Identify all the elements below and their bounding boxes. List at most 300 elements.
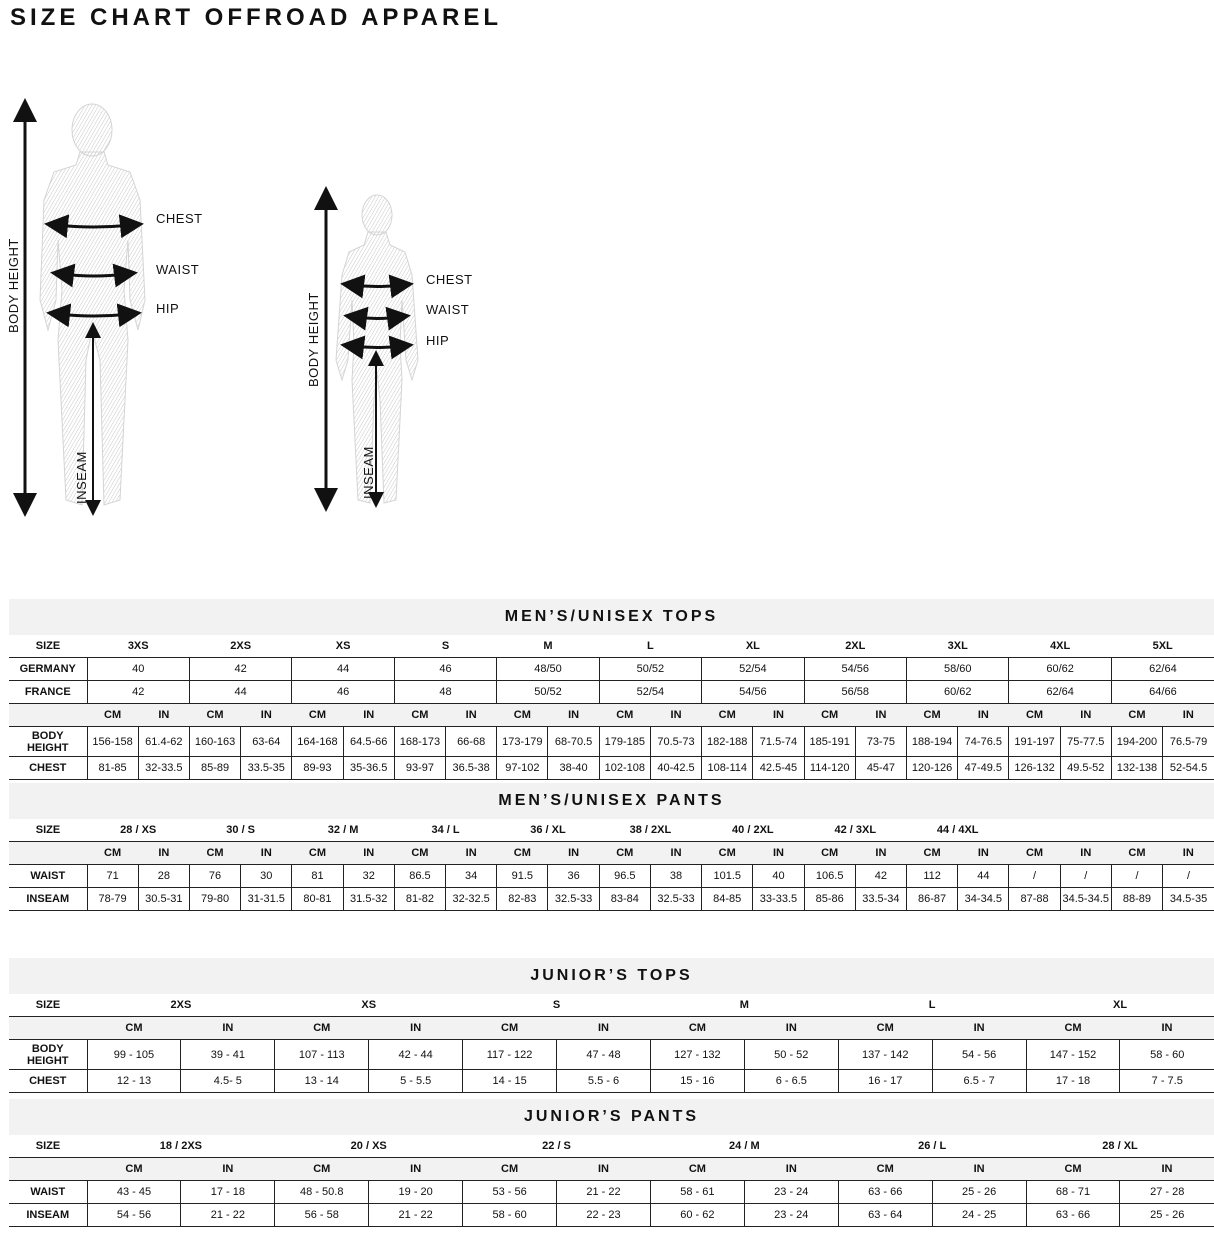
table-cell: 85-89 — [189, 757, 240, 780]
unit-cm: CM — [463, 1158, 557, 1181]
size-header: 26 / L — [838, 1135, 1026, 1158]
table-cell: 120-126 — [907, 757, 958, 780]
size-header: 28 / XS — [87, 819, 189, 842]
table-cell: 137 - 142 — [838, 1040, 932, 1070]
table-cell: 6.5 - 7 — [932, 1070, 1026, 1093]
table-cell: 42 — [855, 865, 906, 888]
row-label-line: BODY — [31, 1042, 64, 1055]
table-cell: 64/66 — [1111, 681, 1214, 704]
table-row — [9, 842, 1214, 865]
size-header: 36 / XL — [497, 819, 599, 842]
table-cell: 45-47 — [855, 757, 906, 780]
table-row — [9, 819, 1214, 842]
size-header: 28 / XL — [1026, 1135, 1214, 1158]
unit-in: IN — [744, 1158, 838, 1181]
table-cell: 87-88 — [1009, 888, 1060, 911]
junior-tops-table — [9, 958, 1214, 1093]
table-cell: 47-49.5 — [958, 757, 1009, 780]
size-header — [1111, 819, 1214, 842]
table-cell: 54 - 56 — [87, 1204, 181, 1227]
size-header: L — [838, 994, 1026, 1017]
unit-in: IN — [958, 842, 1009, 865]
table-cell: 21 - 22 — [557, 1181, 651, 1204]
unit-cm: CM — [838, 1158, 932, 1181]
table-row — [9, 704, 1214, 727]
unit-cm: CM — [1111, 842, 1162, 865]
table-cell: 58/60 — [907, 658, 1009, 681]
table-cell: 33-33.5 — [753, 888, 804, 911]
unit-cm: CM — [650, 1017, 744, 1040]
table-cell: 93-97 — [394, 757, 445, 780]
units-blank — [9, 842, 87, 865]
size-header: S — [394, 635, 496, 658]
table-cell: 54 - 56 — [932, 1040, 1026, 1070]
unit-in: IN — [650, 704, 701, 727]
table-cell: / — [1111, 865, 1162, 888]
table-cell: 28 — [138, 865, 189, 888]
unit-cm: CM — [804, 704, 855, 727]
row-label: CHEST — [9, 757, 87, 780]
unit-in: IN — [932, 1158, 1026, 1181]
table-row — [9, 727, 1214, 757]
row-label-line: HEIGHT — [26, 741, 69, 754]
table-cell: 106.5 — [804, 865, 855, 888]
unit-cm: CM — [275, 1158, 369, 1181]
size-header: 34 / L — [394, 819, 496, 842]
table-cell: 83-84 — [599, 888, 650, 911]
table-row — [9, 658, 1214, 681]
unit-in: IN — [1163, 842, 1214, 865]
table-cell: 71 — [87, 865, 138, 888]
table-cell: 48 - 50.8 — [275, 1181, 369, 1204]
unit-in: IN — [446, 704, 497, 727]
table-cell: 13 - 14 — [275, 1070, 369, 1093]
unit-in: IN — [1060, 704, 1111, 727]
junior-hip-label: HIP — [426, 333, 450, 348]
table-cell: 36.5-38 — [446, 757, 497, 780]
row-label: INSEAM — [9, 888, 87, 911]
unit-cm: CM — [838, 1017, 932, 1040]
size-header: XS — [275, 994, 463, 1017]
table-cell: 179-185 — [599, 727, 650, 757]
junior-waist-label: WAIST — [426, 302, 470, 317]
table-cell: 40-42.5 — [650, 757, 701, 780]
table-cell: 68 - 71 — [1026, 1181, 1120, 1204]
size-label: SIZE — [9, 635, 87, 658]
size-header: 4XL — [1009, 635, 1111, 658]
table-cell: 76 — [189, 865, 240, 888]
unit-cm: CM — [650, 1158, 744, 1181]
unit-in: IN — [557, 1017, 651, 1040]
size-label: SIZE — [9, 1135, 87, 1158]
unit-cm: CM — [292, 704, 343, 727]
table-cell: 78-79 — [87, 888, 138, 911]
size-header: 40 / 2XL — [702, 819, 804, 842]
table-cell: 64.5-66 — [343, 727, 394, 757]
unit-in: IN — [181, 1158, 275, 1181]
size-header: 32 / M — [292, 819, 394, 842]
size-header: 24 / M — [650, 1135, 838, 1158]
adult-hip-label: HIP — [156, 301, 180, 316]
table-cell: 96.5 — [599, 865, 650, 888]
table-cell: 52/54 — [702, 658, 804, 681]
unit-cm: CM — [394, 704, 445, 727]
unit-cm: CM — [1009, 704, 1060, 727]
row-label-line: BODY — [31, 729, 64, 742]
size-header: M — [650, 994, 838, 1017]
table-cell: 32.5-33 — [650, 888, 701, 911]
table-cell: 42.5-45 — [753, 757, 804, 780]
table-cell: 117 - 122 — [463, 1040, 557, 1070]
mens-pants-table — [9, 783, 1214, 911]
table-cell: 99 - 105 — [87, 1040, 181, 1070]
table-cell: 191-197 — [1009, 727, 1060, 757]
table-row — [9, 783, 1214, 819]
table-cell: 32-33.5 — [138, 757, 189, 780]
units-blank — [9, 704, 87, 727]
size-header: XL — [702, 635, 804, 658]
unit-in: IN — [1060, 842, 1111, 865]
table-cell: 82-83 — [497, 888, 548, 911]
row-label — [9, 727, 87, 757]
size-header: 22 / S — [463, 1135, 651, 1158]
table-title: JUNIOR’S PANTS — [9, 1099, 1214, 1135]
table-cell: 48/50 — [497, 658, 599, 681]
unit-in: IN — [650, 842, 701, 865]
size-header: 38 / 2XL — [599, 819, 701, 842]
table-cell: 188-194 — [907, 727, 958, 757]
size-header: 2XS — [87, 994, 275, 1017]
row-label: WAIST — [9, 865, 87, 888]
table-row — [9, 635, 1214, 658]
unit-in: IN — [369, 1158, 463, 1181]
table-cell: 44 — [292, 658, 394, 681]
size-label: SIZE — [9, 819, 87, 842]
unit-in: IN — [1163, 704, 1214, 727]
size-header: 5XL — [1111, 635, 1214, 658]
row-label: GERMANY — [9, 658, 87, 681]
unit-cm: CM — [1026, 1158, 1120, 1181]
table-cell: 30 — [241, 865, 292, 888]
size-header — [1009, 819, 1111, 842]
unit-cm: CM — [189, 704, 240, 727]
table-row — [9, 888, 1214, 911]
unit-in: IN — [446, 842, 497, 865]
row-label — [9, 1040, 87, 1070]
table-row — [9, 1099, 1214, 1135]
size-header: XS — [292, 635, 394, 658]
table-cell: 81 — [292, 865, 343, 888]
table-cell: 185-191 — [804, 727, 855, 757]
table-cell: 60/62 — [907, 681, 1009, 704]
table-cell: 19 - 20 — [369, 1181, 463, 1204]
unit-cm: CM — [599, 842, 650, 865]
unit-cm: CM — [292, 842, 343, 865]
table-cell: 30.5-31 — [138, 888, 189, 911]
table-cell: 21 - 22 — [181, 1204, 275, 1227]
table-cell: 50 - 52 — [744, 1040, 838, 1070]
size-header: 30 / S — [189, 819, 291, 842]
table-cell: 52/54 — [599, 681, 701, 704]
table-cell: 24 - 25 — [932, 1204, 1026, 1227]
table-title: JUNIOR’S TOPS — [9, 958, 1214, 994]
table-cell: 88-89 — [1111, 888, 1162, 911]
table-cell: 5.5 - 6 — [557, 1070, 651, 1093]
table-cell: 114-120 — [804, 757, 855, 780]
table-cell: 43 - 45 — [87, 1181, 181, 1204]
table-cell: 54/56 — [702, 681, 804, 704]
table-cell: 71.5-74 — [753, 727, 804, 757]
unit-in: IN — [241, 842, 292, 865]
junior-chest-label: CHEST — [426, 272, 473, 287]
table-cell: 44 — [958, 865, 1009, 888]
table-cell: 42 — [87, 681, 189, 704]
table-cell: 14 - 15 — [463, 1070, 557, 1093]
table-cell: 56 - 58 — [275, 1204, 369, 1227]
table-cell: 107 - 113 — [275, 1040, 369, 1070]
table-cell: 101.5 — [702, 865, 753, 888]
table-cell: 84-85 — [702, 888, 753, 911]
row-label: CHEST — [9, 1070, 87, 1093]
size-header: 3XL — [907, 635, 1009, 658]
table-cell: 27 - 28 — [1120, 1181, 1214, 1204]
table-cell: 58 - 60 — [463, 1204, 557, 1227]
size-header: 44 / 4XL — [907, 819, 1009, 842]
unit-in: IN — [557, 1158, 651, 1181]
table-cell: 97-102 — [497, 757, 548, 780]
unit-cm: CM — [702, 842, 753, 865]
table-cell: 164-168 — [292, 727, 343, 757]
unit-in: IN — [1120, 1158, 1214, 1181]
table-cell: 34 — [446, 865, 497, 888]
size-header: 18 / 2XS — [87, 1135, 275, 1158]
unit-cm: CM — [1111, 704, 1162, 727]
table-cell: 5 - 5.5 — [369, 1070, 463, 1093]
table-row — [9, 994, 1214, 1017]
table-cell: 53 - 56 — [463, 1181, 557, 1204]
table-cell: 91.5 — [497, 865, 548, 888]
table-row — [9, 1040, 1214, 1070]
unit-cm: CM — [87, 1158, 181, 1181]
table-cell: 89-93 — [292, 757, 343, 780]
unit-in: IN — [369, 1017, 463, 1040]
size-header: 42 / 3XL — [804, 819, 906, 842]
table-cell: 33.5-35 — [241, 757, 292, 780]
table-cell: 75-77.5 — [1060, 727, 1111, 757]
table-row — [9, 757, 1214, 780]
table-cell: 21 - 22 — [369, 1204, 463, 1227]
table-cell: 54/56 — [804, 658, 906, 681]
table-cell: 31.5-32 — [343, 888, 394, 911]
unit-in: IN — [343, 842, 394, 865]
table-cell: / — [1060, 865, 1111, 888]
table-row — [9, 1204, 1214, 1227]
row-label-line: HEIGHT — [26, 1054, 69, 1067]
table-cell: 39 - 41 — [181, 1040, 275, 1070]
unit-cm: CM — [497, 704, 548, 727]
table-cell: 31-31.5 — [241, 888, 292, 911]
junior-pants-table — [9, 1099, 1214, 1227]
table-cell: 46 — [394, 658, 496, 681]
table-cell: 47 - 48 — [557, 1040, 651, 1070]
size-header: 20 / XS — [275, 1135, 463, 1158]
table-cell: 80-81 — [292, 888, 343, 911]
unit-cm: CM — [87, 1017, 181, 1040]
table-cell: 81-82 — [394, 888, 445, 911]
size-header: L — [599, 635, 701, 658]
unit-in: IN — [548, 842, 599, 865]
table-cell: 147 - 152 — [1026, 1040, 1120, 1070]
table-cell: 108-114 — [702, 757, 753, 780]
table-cell: 81-85 — [87, 757, 138, 780]
table-cell: 15 - 16 — [650, 1070, 744, 1093]
table-cell: 22 - 23 — [557, 1204, 651, 1227]
unit-cm: CM — [702, 704, 753, 727]
table-cell: 7 - 7.5 — [1120, 1070, 1214, 1093]
unit-cm: CM — [275, 1017, 369, 1040]
table-cell: 127 - 132 — [650, 1040, 744, 1070]
table-cell: 40 — [753, 865, 804, 888]
table-cell: 23 - 24 — [744, 1181, 838, 1204]
row-label: INSEAM — [9, 1204, 87, 1227]
unit-in: IN — [343, 704, 394, 727]
table-cell: 48 — [394, 681, 496, 704]
table-cell: 44 — [189, 681, 291, 704]
unit-in: IN — [241, 704, 292, 727]
table-cell: 16 - 17 — [838, 1070, 932, 1093]
table-cell: 42 - 44 — [369, 1040, 463, 1070]
unit-in: IN — [138, 704, 189, 727]
table-row — [9, 1158, 1214, 1181]
table-cell: 38 — [650, 865, 701, 888]
table-cell: 50/52 — [599, 658, 701, 681]
size-header: M — [497, 635, 599, 658]
adult-waist-label: WAIST — [156, 262, 200, 277]
unit-cm: CM — [907, 704, 958, 727]
table-cell: 62/64 — [1009, 681, 1111, 704]
table-cell: 86-87 — [907, 888, 958, 911]
adult-body-height-label: BODY HEIGHT — [6, 238, 21, 333]
table-cell: 36 — [548, 865, 599, 888]
table-cell: 58 - 61 — [650, 1181, 744, 1204]
table-cell: 32.5-33 — [548, 888, 599, 911]
table-cell: 56/58 — [804, 681, 906, 704]
size-header: 2XL — [804, 635, 906, 658]
size-header: 2XS — [189, 635, 291, 658]
table-row — [9, 958, 1214, 994]
table-cell: 102-108 — [599, 757, 650, 780]
table-cell: 12 - 13 — [87, 1070, 181, 1093]
size-label: SIZE — [9, 994, 87, 1017]
size-header: 3XS — [87, 635, 189, 658]
table-cell: 74-76.5 — [958, 727, 1009, 757]
table-cell: 32-32.5 — [446, 888, 497, 911]
unit-in: IN — [1120, 1017, 1214, 1040]
table-cell: 6 - 6.5 — [744, 1070, 838, 1093]
table-cell: 62/64 — [1111, 658, 1214, 681]
unit-in: IN — [932, 1017, 1026, 1040]
unit-cm: CM — [1009, 842, 1060, 865]
row-label: WAIST — [9, 1181, 87, 1204]
table-row — [9, 1135, 1214, 1158]
table-cell: 66-68 — [446, 727, 497, 757]
size-header: S — [463, 994, 651, 1017]
mens-tops-table — [9, 599, 1214, 780]
table-cell: 38-40 — [548, 757, 599, 780]
unit-in: IN — [181, 1017, 275, 1040]
unit-in: IN — [855, 704, 906, 727]
table-cell: 63 - 66 — [1026, 1204, 1120, 1227]
table-cell: 126-132 — [1009, 757, 1060, 780]
table-cell: 112 — [907, 865, 958, 888]
adult-inseam-label: INSEAM — [74, 451, 89, 504]
table-cell: 25 - 26 — [1120, 1204, 1214, 1227]
unit-cm: CM — [907, 842, 958, 865]
table-cell: 34.5-35 — [1163, 888, 1214, 911]
unit-in: IN — [138, 842, 189, 865]
table-row — [9, 865, 1214, 888]
table-cell: 34.5-34.5 — [1060, 888, 1111, 911]
table-cell: 46 — [292, 681, 394, 704]
units-blank — [9, 1158, 87, 1181]
table-row — [9, 1181, 1214, 1204]
table-cell: 4.5- 5 — [181, 1070, 275, 1093]
junior-body-height-label: BODY HEIGHT — [306, 292, 321, 387]
table-cell: 70.5-73 — [650, 727, 701, 757]
table-cell: 32 — [343, 865, 394, 888]
unit-in: IN — [548, 704, 599, 727]
page-title: SIZE CHART OFFROAD APPAREL — [10, 4, 502, 31]
table-cell: 132-138 — [1111, 757, 1162, 780]
table-cell: 194-200 — [1111, 727, 1162, 757]
unit-cm: CM — [87, 704, 138, 727]
table-cell: 52-54.5 — [1163, 757, 1214, 780]
table-cell: 58 - 60 — [1120, 1040, 1214, 1070]
units-blank — [9, 1017, 87, 1040]
table-cell: 25 - 26 — [932, 1181, 1026, 1204]
table-cell: 173-179 — [497, 727, 548, 757]
table-row — [9, 1017, 1214, 1040]
table-cell: 63 - 66 — [838, 1181, 932, 1204]
table-cell: 79-80 — [189, 888, 240, 911]
table-cell: 60/62 — [1009, 658, 1111, 681]
table-cell: 33.5-34 — [855, 888, 906, 911]
table-cell: / — [1163, 865, 1214, 888]
adult-chest-label: CHEST — [156, 211, 203, 226]
junior-inseam-label: INSEAM — [361, 446, 376, 499]
table-row — [9, 599, 1214, 635]
table-cell: 63-64 — [241, 727, 292, 757]
unit-in: IN — [958, 704, 1009, 727]
table-cell: 63 - 64 — [838, 1204, 932, 1227]
table-cell: / — [1009, 865, 1060, 888]
unit-cm: CM — [497, 842, 548, 865]
table-title: MEN’S/UNISEX PANTS — [9, 783, 1214, 819]
table-cell: 73-75 — [855, 727, 906, 757]
table-cell: 76.5-79 — [1163, 727, 1214, 757]
body-measurement-figure — [0, 0, 480, 560]
unit-in: IN — [753, 842, 804, 865]
table-cell: 168-173 — [394, 727, 445, 757]
unit-cm: CM — [463, 1017, 557, 1040]
unit-in: IN — [855, 842, 906, 865]
table-cell: 17 - 18 — [181, 1181, 275, 1204]
table-cell: 23 - 24 — [744, 1204, 838, 1227]
table-cell: 40 — [87, 658, 189, 681]
unit-cm: CM — [394, 842, 445, 865]
table-cell: 182-188 — [702, 727, 753, 757]
table-cell: 68-70.5 — [548, 727, 599, 757]
